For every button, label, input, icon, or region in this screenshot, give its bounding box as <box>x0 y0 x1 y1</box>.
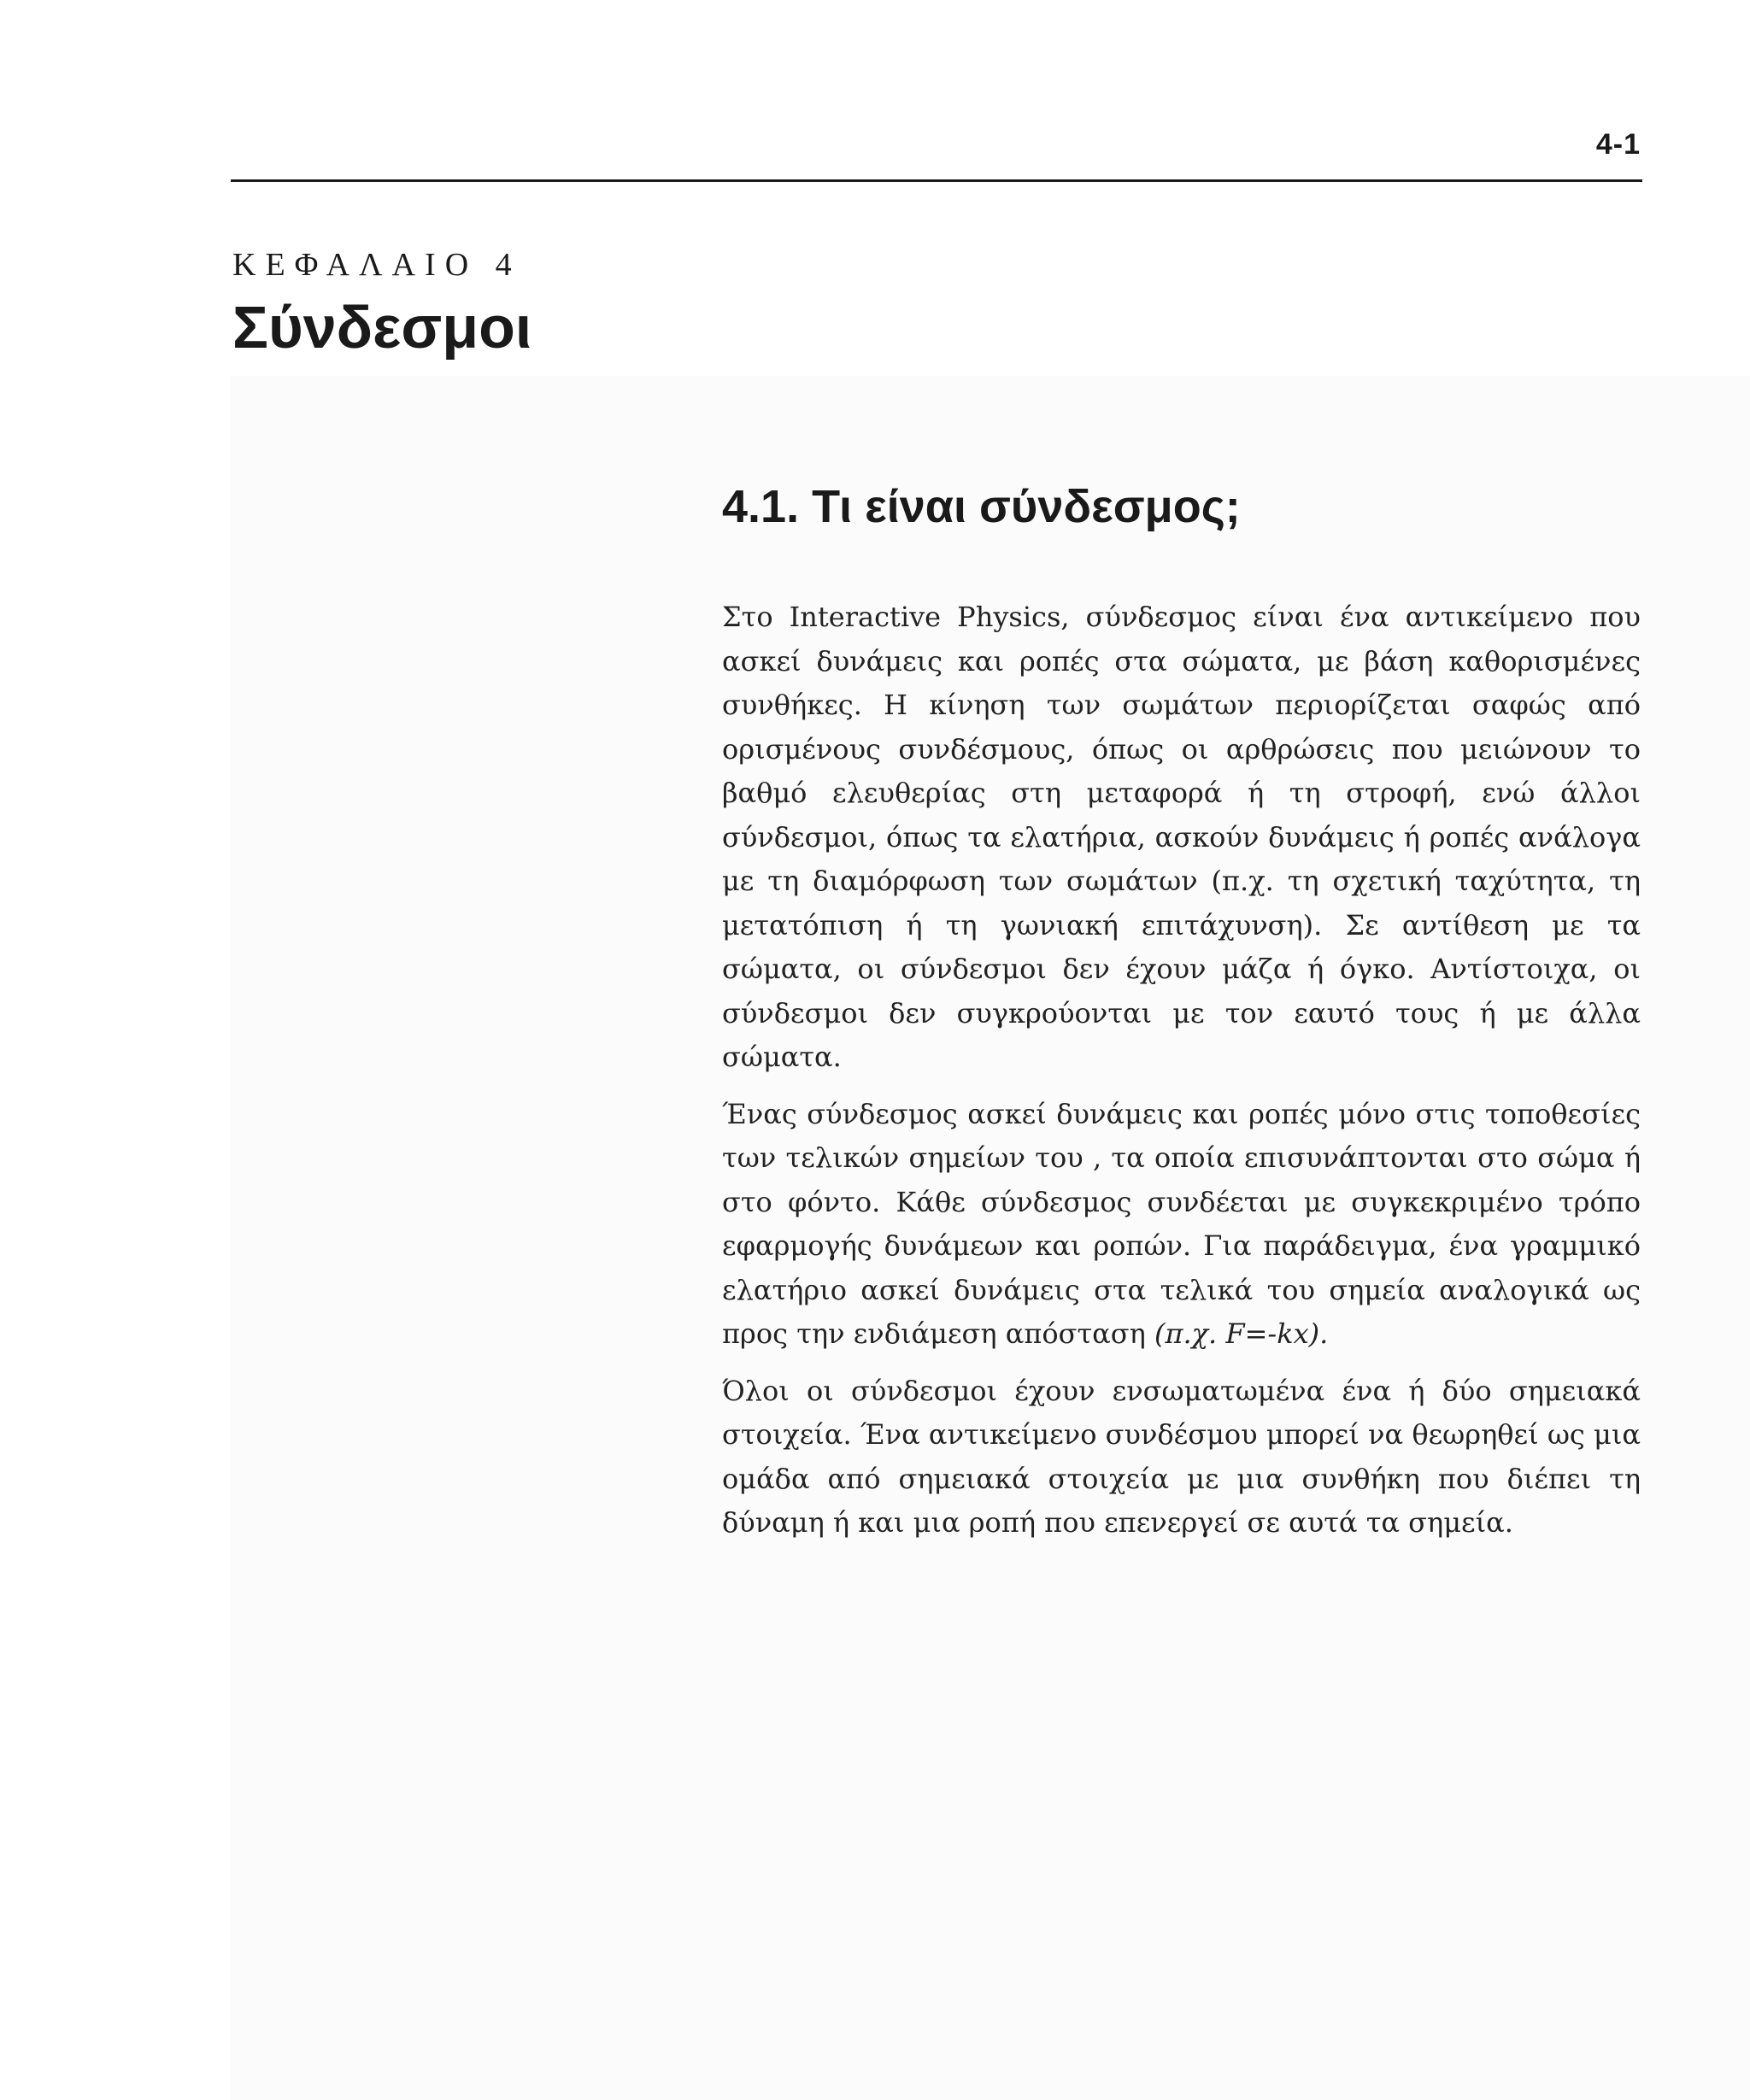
paragraph-1: Στο Interactive Physics, σύνδεσμος είναι ένα αντικείμενο που ασκεί δυνάμεις και ροπές στα σώματα, με βάση καθορισμένες συνθήκες. Η κίνηση των σωμάτων περιορίζεται σαφώς από ορισμένους συνδέσμους, όπως οι αρθρώσεις που μειώνουν το βαθμό ελευθερίας στη μεταφορά ή τη στροφή, ενώ άλλοι σύνδεσμοι, όπως τα ελατήρια, ασκούν δυνάμεις ή ροπές ανάλογα με τη διαμόρφωση των σωμάτων (π.χ. τη σχετική ταχύτητα, τη μετατόπιση ή τη γωνιακή επιτάχυνση). Σε αντίθεση με τα σώματα, οι σύνδεσμοι δεν έχουν μάζα ή όγκο. Αντίστοιχα, οι σύνδεσμοι δεν συγκρούονται με τον εαυτό τους ή με άλλα σώματα. <box>722 601 1641 1073</box>
paragraph-3: Όλοι οι σύνδεσμοι έχουν ενσωματωμένα ένα ή δύο σημειακά στοιχεία. Ένα αντικείμενο συνδέσμου μπορεί να θεωρηθεί ως μια ομάδα από σημειακά στοιχεία με μια συνθήκη που διέπει τη δύναμη ή και μια ροπή που επενεργεί σε αυτά τα σημεία. <box>722 1374 1641 1539</box>
body-text <box>722 595 1641 1558</box>
page-number: 4-1 <box>1595 128 1641 161</box>
paragraph-2-text: Ένας σύνδεσμος ασκεί δυνάμεις και ροπές μόνο στις τοποθεσίες των τελικών σημείων του , τα οποία επισυνάπτονται στο σώμα ή στο φόντο. Κάθε σύνδεσμος συνδέεται με συγκεκριμένο τρόπο εφαρμογής δυνάμεων και ροπών. Για παράδειγμα, ένα γραμμικό ελατήριο ασκεί δυνάμεις στα τελικά του σημεία αναλογικά ως προς την ενδιάμεση απόσταση <box>722 1097 1641 1350</box>
paragraph-2 <box>722 1093 1641 1357</box>
spring-formula: (π.χ. F=-kx). <box>1154 1317 1329 1350</box>
section-heading: 4.1. Τι είναι σύνδεσμος; <box>722 481 1241 532</box>
chapter-title: Σύνδεσμοι <box>232 294 532 361</box>
header-rule <box>231 179 1642 182</box>
chapter-label: ΚΕΦΑΛΑΙΟ 4 <box>232 247 521 283</box>
